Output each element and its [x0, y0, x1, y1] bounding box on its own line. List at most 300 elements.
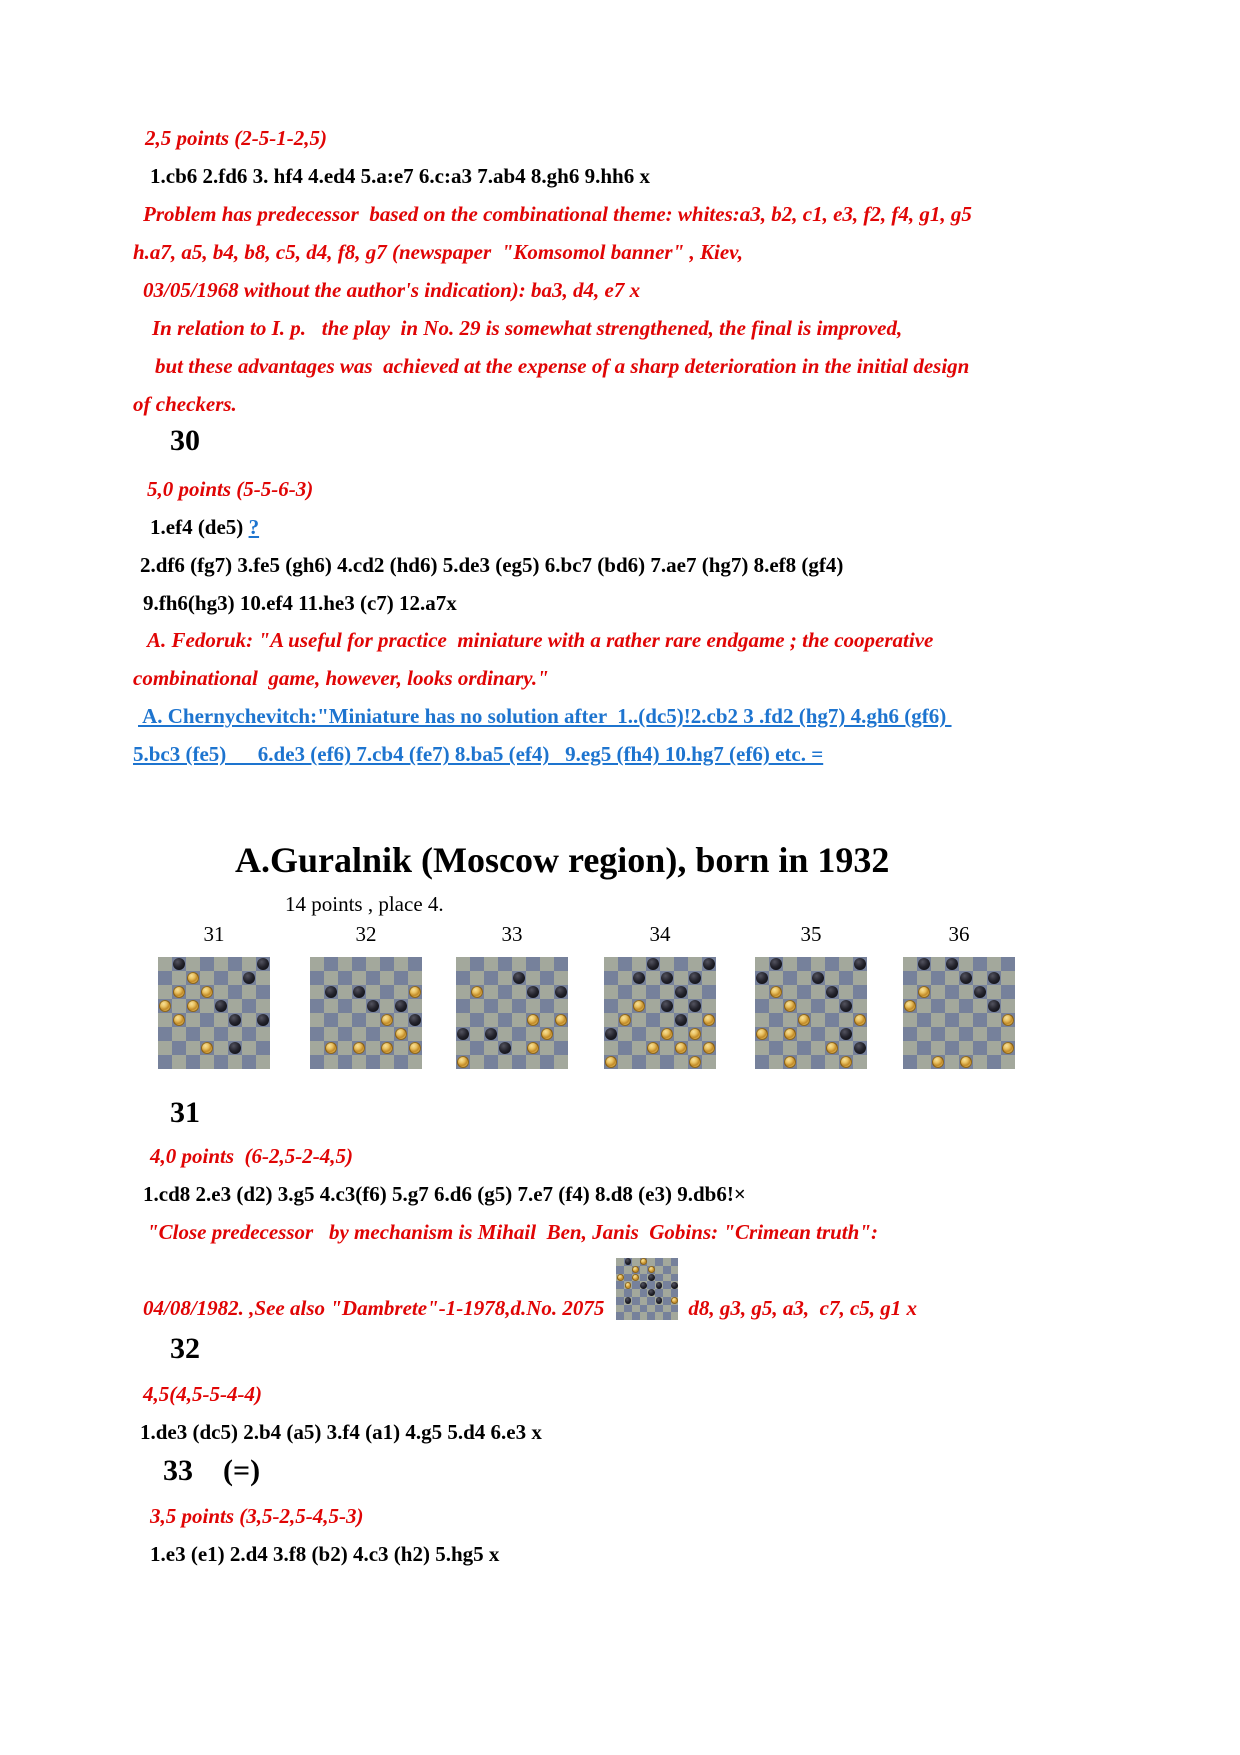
board-square	[931, 999, 945, 1013]
board-square	[797, 1027, 811, 1041]
checkers-board-36	[903, 957, 1015, 1069]
line-30-fedoruk-2: combinational game, however, looks ordinary."	[133, 666, 549, 690]
board-square	[903, 985, 917, 999]
board-square	[172, 1041, 186, 1055]
board-square	[256, 1027, 270, 1041]
board-square	[973, 971, 987, 985]
board-square	[688, 957, 702, 971]
board-square	[671, 1274, 679, 1282]
board-square	[632, 1312, 640, 1320]
line-29-predecessor-2: h.a7, a5, b4, b8, c5, d4, f8, g7 (newspaper "Komsomol banner" , Kiev,	[133, 240, 743, 264]
board-square	[366, 1041, 380, 1055]
board-square	[755, 957, 769, 971]
board-square	[618, 1055, 632, 1069]
checkers-board-32	[310, 957, 422, 1069]
board-square	[604, 1041, 618, 1055]
board-square	[456, 985, 470, 999]
board-square	[366, 1055, 380, 1069]
board-square	[853, 971, 867, 985]
board-square	[616, 1281, 624, 1289]
board-square	[797, 971, 811, 985]
section-number-30: 30	[170, 424, 200, 457]
board-square	[640, 1312, 648, 1320]
board-square	[797, 1041, 811, 1055]
board-square	[671, 1266, 679, 1274]
black-piece	[648, 1274, 655, 1281]
diagram-34	[604, 922, 716, 1074]
board-square	[917, 1041, 931, 1055]
board-square	[660, 1041, 674, 1055]
board-square	[338, 999, 352, 1013]
board-square	[324, 1027, 338, 1041]
board-square	[825, 971, 839, 985]
board-square	[783, 1041, 797, 1055]
board-square	[512, 1027, 526, 1041]
board-square	[352, 1055, 366, 1069]
board-square	[640, 1266, 648, 1274]
white-piece	[671, 1297, 678, 1304]
board-square	[470, 1027, 484, 1041]
board-square	[917, 1027, 931, 1041]
board-square	[470, 999, 484, 1013]
board-square	[470, 1013, 484, 1027]
board-square	[769, 999, 783, 1013]
board-square	[186, 1013, 200, 1027]
board-square	[256, 1041, 270, 1055]
black-piece	[671, 1282, 678, 1289]
board-square	[470, 1055, 484, 1069]
board-square	[338, 1027, 352, 1041]
move-text: 1.ef4 (de5)	[150, 515, 249, 539]
board-square	[526, 999, 540, 1013]
board-square	[338, 1013, 352, 1027]
board-square	[256, 985, 270, 999]
board-square	[825, 957, 839, 971]
board-square	[755, 1013, 769, 1027]
line-29-moves: 1.cb6 2.fd6 3. hf4 4.ed4 5.a:e7 6.c:a3 7.ab4 8.gh6 9.hh6 x	[150, 164, 650, 188]
board-square	[797, 985, 811, 999]
board-square	[186, 957, 200, 971]
board-square	[688, 1041, 702, 1055]
board-square	[380, 971, 394, 985]
board-square	[616, 1266, 624, 1274]
board-square	[755, 1041, 769, 1055]
board-square	[158, 1041, 172, 1055]
board-square	[973, 1041, 987, 1055]
board-square	[512, 957, 526, 971]
board-square	[380, 985, 394, 999]
checkers-board-31	[158, 957, 270, 1069]
board-square	[917, 1013, 931, 1027]
board-square	[797, 999, 811, 1013]
board-square	[702, 1027, 716, 1041]
board-square	[640, 1297, 648, 1305]
board-square	[498, 971, 512, 985]
board-square	[674, 1027, 688, 1041]
board-square	[540, 971, 554, 985]
black-piece	[640, 1282, 647, 1289]
board-square	[616, 1305, 624, 1313]
board-square	[604, 999, 618, 1013]
board-square	[456, 999, 470, 1013]
board-square	[959, 985, 973, 999]
board-square	[394, 1041, 408, 1055]
board-square	[256, 971, 270, 985]
line-32-points: 4,5(4,5-5-4-4)	[143, 1382, 262, 1406]
line-29-remark-2: but these advantages was achieved at the expense of a sharp deterioration in the initial design	[155, 354, 970, 378]
board-square	[242, 1041, 256, 1055]
board-square	[256, 999, 270, 1013]
board-square	[931, 1013, 945, 1027]
line-30-chernychevitch-2[interactable]: 5.bc3 (fe5) 6.de3 (ef6) 7.cb4 (fe7) 8.ba5 (ef4) 9.eg5 (fh4) 10.hg7 (ef6) etc. =	[133, 742, 824, 766]
board-square	[554, 957, 568, 971]
line-33-points: 3,5 points (3,5-2,5-4,5-3)	[150, 1504, 364, 1528]
board-square	[228, 957, 242, 971]
board-square	[470, 971, 484, 985]
board-square	[655, 1312, 663, 1320]
board-square	[917, 999, 931, 1013]
board-square	[973, 1027, 987, 1041]
line-33-moves: 1.e3 (e1) 2.d4 3.f8 (b2) 4.c3 (h2) 5.hg5 x	[150, 1542, 500, 1566]
board-square	[660, 1013, 674, 1027]
board-square	[394, 957, 408, 971]
board-square	[352, 999, 366, 1013]
board-square	[825, 999, 839, 1013]
diagram-32	[310, 922, 422, 1074]
board-square	[200, 999, 214, 1013]
board-square	[604, 1013, 618, 1027]
board-square	[663, 1266, 671, 1274]
white-piece	[648, 1266, 655, 1273]
board-square	[632, 1281, 640, 1289]
author-title: A.Guralnik (Moscow region), born in 1932	[235, 840, 890, 880]
diagram-36	[903, 922, 1015, 1074]
board-square	[352, 957, 366, 971]
board-square	[498, 985, 512, 999]
board-square	[1001, 957, 1015, 971]
board-square	[228, 999, 242, 1013]
board-square	[702, 1055, 716, 1069]
board-square	[526, 957, 540, 971]
board-square	[498, 957, 512, 971]
board-square	[540, 985, 554, 999]
board-square	[618, 1027, 632, 1041]
board-square	[158, 1027, 172, 1041]
board-square	[616, 1258, 624, 1266]
board-square	[554, 1055, 568, 1069]
board-square	[484, 1041, 498, 1055]
board-square	[310, 957, 324, 971]
line-29-predecessor-1: Problem has predecessor based on the combinational theme: whites:a3, b2, c1, e3, f2, f4, g1, g5	[143, 202, 972, 226]
board-square	[663, 1289, 671, 1297]
board-square	[366, 985, 380, 999]
board-square	[618, 1041, 632, 1055]
board-square	[242, 999, 256, 1013]
board-square	[811, 1013, 825, 1027]
board-square	[1001, 1055, 1015, 1069]
board-square	[512, 985, 526, 999]
board-square	[366, 1027, 380, 1041]
board-square	[554, 1027, 568, 1041]
board-square	[945, 1027, 959, 1041]
board-square	[853, 999, 867, 1013]
board-square	[987, 1041, 1001, 1055]
board-square	[646, 985, 660, 999]
board-square	[554, 971, 568, 985]
board-square	[973, 1055, 987, 1069]
board-square	[200, 957, 214, 971]
board-square	[839, 971, 853, 985]
diagram-36-label: 36	[948, 922, 970, 946]
board-square	[540, 999, 554, 1013]
board-square	[646, 1013, 660, 1027]
line-30-points: 5,0 points (5-5-6-3)	[147, 477, 314, 501]
board-square	[498, 999, 512, 1013]
board-square	[931, 957, 945, 971]
line-30-moves-2: 2.df6 (fg7) 3.fe5 (gh6) 4.cd2 (hd6) 5.de3 (eg5) 6.bc7 (bd6) 7.ae7 (hg7) 8.ef8 (gf4)	[140, 553, 844, 577]
board-square	[853, 1055, 867, 1069]
diagram-31-label: 31	[203, 922, 225, 946]
diagram-34-label: 34	[649, 922, 671, 946]
board-square	[228, 1027, 242, 1041]
board-square	[158, 985, 172, 999]
board-square	[352, 1013, 366, 1027]
board-square	[624, 1274, 632, 1282]
board-square	[663, 1297, 671, 1305]
board-square	[945, 999, 959, 1013]
diagram-31	[158, 922, 270, 1074]
board-square	[394, 971, 408, 985]
board-square	[408, 957, 422, 971]
board-square	[200, 971, 214, 985]
board-square	[903, 957, 917, 971]
board-square	[242, 1055, 256, 1069]
board-square	[647, 1281, 655, 1289]
board-square	[324, 957, 338, 971]
board-square	[366, 1013, 380, 1027]
board-square	[663, 1305, 671, 1313]
question-link[interactable]: ?	[248, 515, 260, 539]
board-square	[200, 1055, 214, 1069]
board-square	[959, 1027, 973, 1041]
board-square	[172, 1027, 186, 1041]
board-square	[987, 1027, 1001, 1041]
board-square	[172, 1055, 186, 1069]
board-square	[484, 985, 498, 999]
board-square	[324, 971, 338, 985]
diagram-33-label: 33	[501, 922, 523, 946]
board-square	[158, 1055, 172, 1069]
board-square	[456, 971, 470, 985]
board-square	[380, 1055, 394, 1069]
board-square	[228, 971, 242, 985]
board-square	[671, 1258, 679, 1266]
board-square	[825, 1055, 839, 1069]
board-square	[769, 1027, 783, 1041]
board-square	[352, 1027, 366, 1041]
board-square	[945, 1041, 959, 1055]
board-square	[853, 985, 867, 999]
board-square	[512, 999, 526, 1013]
board-square	[655, 1266, 663, 1274]
board-square	[903, 1055, 917, 1069]
line-30-chernychevitch-1[interactable]: A. Chernychevitch:"Miniature has no solution after 1..(dc5)!2.cb2 3 .fd2 (hg7) 4.gh6 (gf6)	[138, 704, 952, 728]
board-square	[200, 1027, 214, 1041]
board-square	[484, 999, 498, 1013]
board-square	[324, 1055, 338, 1069]
board-square	[380, 999, 394, 1013]
board-square	[663, 1258, 671, 1266]
board-square	[512, 1013, 526, 1027]
board-square	[646, 1055, 660, 1069]
board-square	[839, 1013, 853, 1027]
board-square	[632, 1289, 640, 1297]
board-square	[688, 985, 702, 999]
board-square	[632, 1258, 640, 1266]
board-square	[1001, 1027, 1015, 1041]
board-square	[1001, 971, 1015, 985]
board-square	[214, 1055, 228, 1069]
board-square	[624, 1289, 632, 1297]
board-square	[214, 1013, 228, 1027]
board-square	[310, 1027, 324, 1041]
board-square	[498, 1027, 512, 1041]
board-square	[917, 971, 931, 985]
diagram-35	[755, 922, 867, 1074]
board-square	[632, 1305, 640, 1313]
board-square	[484, 1055, 498, 1069]
board-square	[660, 957, 674, 971]
board-square	[945, 1013, 959, 1027]
board-square	[310, 999, 324, 1013]
line-30-move-1	[150, 515, 259, 539]
board-square	[674, 971, 688, 985]
board-square	[214, 1027, 228, 1041]
board-square	[352, 971, 366, 985]
board-square	[783, 985, 797, 999]
board-square	[959, 1041, 973, 1055]
board-square	[484, 971, 498, 985]
board-square	[663, 1274, 671, 1282]
board-square	[380, 957, 394, 971]
board-square	[646, 971, 660, 985]
board-square	[540, 957, 554, 971]
board-square	[186, 1041, 200, 1055]
board-square	[987, 1013, 1001, 1027]
board-square	[655, 1289, 663, 1297]
board-square	[903, 971, 917, 985]
board-square	[811, 985, 825, 999]
board-square	[214, 1041, 228, 1055]
board-square	[959, 1013, 973, 1027]
board-square	[228, 1055, 242, 1069]
board-square	[394, 985, 408, 999]
board-square	[554, 999, 568, 1013]
board-square	[338, 985, 352, 999]
line-29-predecessor-3: 03/05/1968 without the author's indication): ba3, d4, e7 x	[143, 278, 641, 302]
diagram-32-label: 32	[355, 922, 377, 946]
board-square	[338, 1041, 352, 1055]
board-square	[903, 1041, 917, 1055]
board-square	[917, 1055, 931, 1069]
board-square	[797, 1055, 811, 1069]
section-number-32: 32	[170, 1332, 200, 1365]
board-square	[604, 971, 618, 985]
board-square	[783, 1013, 797, 1027]
board-square	[498, 1055, 512, 1069]
board-square	[408, 1055, 422, 1069]
line-29-remark-1: In relation to I. p. the play in No. 29 is somewhat strengthened, the final is improved,	[152, 316, 903, 340]
line-29-points: 2,5 points (2-5-1-2,5)	[145, 126, 327, 150]
white-piece	[617, 1274, 624, 1281]
white-piece	[625, 1282, 632, 1289]
board-square	[310, 971, 324, 985]
board-square	[214, 971, 228, 985]
line-30-moves-3: 9.fh6(hg3) 10.ef4 11.he3 (c7) 12.a7x	[143, 591, 457, 615]
board-square	[158, 1013, 172, 1027]
board-square	[769, 1013, 783, 1027]
board-square	[674, 957, 688, 971]
board-square	[655, 1305, 663, 1313]
board-square	[973, 957, 987, 971]
board-square	[310, 1055, 324, 1069]
board-square	[671, 1305, 679, 1313]
board-square	[811, 1027, 825, 1041]
board-square	[702, 985, 716, 999]
board-square	[839, 985, 853, 999]
black-piece	[648, 1289, 655, 1296]
checkers-board-33	[456, 957, 568, 1069]
board-square	[408, 1027, 422, 1041]
board-square	[172, 999, 186, 1013]
board-square	[526, 1055, 540, 1069]
board-square	[797, 957, 811, 971]
board-square	[624, 1305, 632, 1313]
board-square	[456, 957, 470, 971]
board-square	[853, 1027, 867, 1041]
board-square	[186, 1027, 200, 1041]
board-square	[214, 985, 228, 999]
board-square	[646, 1027, 660, 1041]
board-square	[540, 1013, 554, 1027]
board-square	[839, 957, 853, 971]
board-square	[640, 1305, 648, 1313]
board-square	[660, 985, 674, 999]
diagram-35-label: 35	[800, 922, 822, 946]
see-also-text: 04/08/1982. ,See also "Dambrete"-1-1978,d.No. 2075	[143, 1295, 605, 1320]
board-square	[640, 1289, 648, 1297]
board-square	[242, 957, 256, 971]
board-square	[242, 985, 256, 999]
board-square	[158, 971, 172, 985]
board-square	[470, 957, 484, 971]
board-square	[769, 1041, 783, 1055]
board-square	[811, 999, 825, 1013]
board-square	[825, 1013, 839, 1027]
board-square	[1001, 985, 1015, 999]
board-square	[616, 1312, 624, 1320]
board-square	[394, 1013, 408, 1027]
board-square	[616, 1297, 624, 1305]
board-square	[380, 1027, 394, 1041]
board-square	[456, 1013, 470, 1027]
board-square	[242, 1013, 256, 1027]
line-29-remark-3: of checkers.	[133, 392, 237, 416]
board-square	[618, 957, 632, 971]
section-number-33	[163, 1454, 260, 1489]
board-square	[671, 1289, 679, 1297]
board-square	[604, 985, 618, 999]
